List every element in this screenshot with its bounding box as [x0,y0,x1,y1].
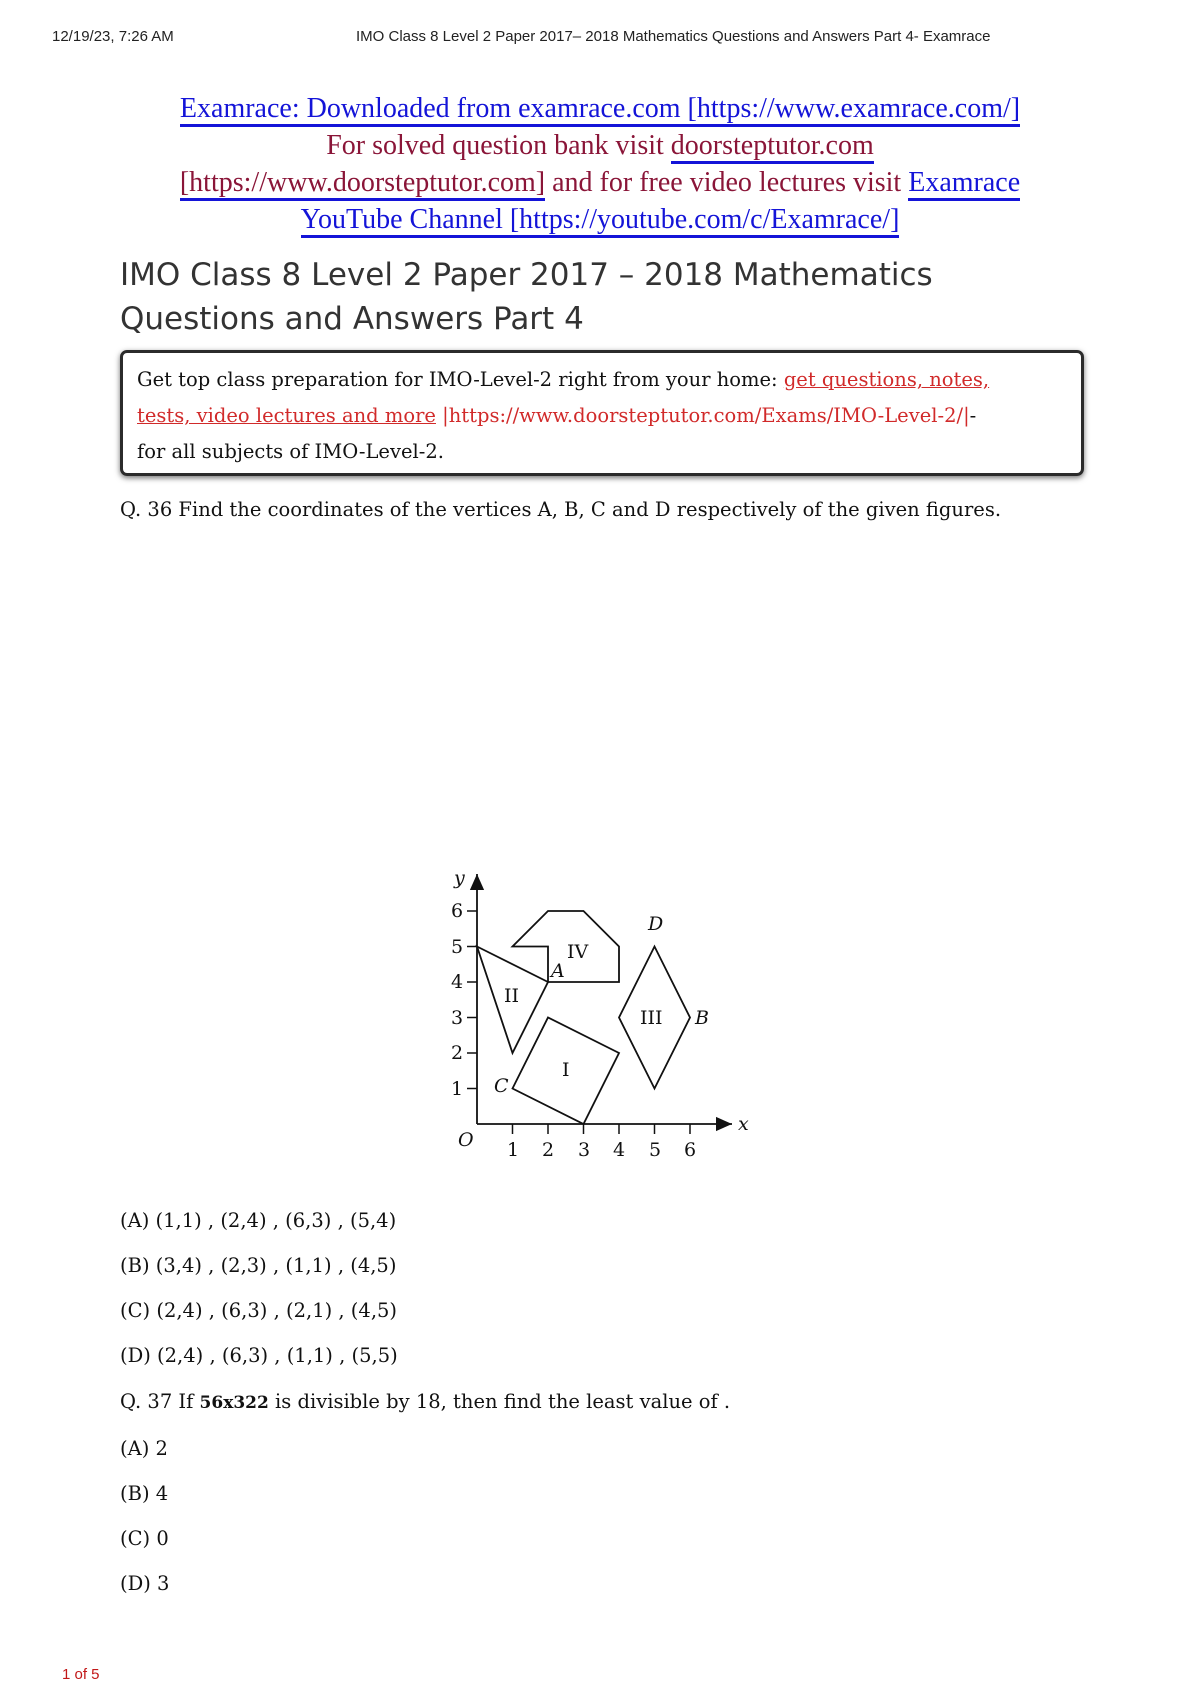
vertex-label-A: A [551,960,565,982]
doorsteptutor-link[interactable]: doorsteptutor.com [671,130,874,164]
vertex-label-C: C [494,1075,509,1097]
shape-label-I: I [562,1059,570,1081]
x-tick-label: 3 [578,1139,591,1161]
promo-text: Get top class preparation for IMO-Level-2 right from your home: [137,368,784,391]
x-tick-label: 1 [507,1139,520,1161]
shape-label-IV: IV [567,941,589,963]
youtube-link-start[interactable]: Examrace [908,167,1020,201]
q36-option-a: (A) (1,1) , (2,4) , (6,3) , (5,4) [120,1209,397,1232]
q36-option-d: (D) (2,4) , (6,3) , (1,1) , (5,5) [120,1344,398,1367]
promo-link-1[interactable]: get questions, notes, [783,368,990,391]
question-36: Q. 36 Find the coordinates of the vertices A, B, C and D respectively of the given figures. [120,498,1002,521]
x-tick-label: 4 [613,1139,626,1161]
x-tick-label: 2 [542,1139,555,1161]
promo-link-2[interactable]: tests, video lectures and more [137,404,436,427]
examrace-link[interactable]: Examrace: Downloaded from examrace.com [https://www.examrace.com/] [180,93,1020,127]
vertex-label-B: B [695,1007,709,1029]
x-axis-label: x [738,1113,749,1135]
doorsteptutor-url-link[interactable]: [https://www.doorsteptutor.com] [180,167,545,201]
promo-subjects: for all subjects of IMO-Level-2. [137,440,444,463]
youtube-channel-link[interactable]: YouTube Channel [https://youtube.com/c/Examrace/] [301,204,900,238]
promo-url[interactable]: |https://www.doorsteptutor.com/Exams/IMO-Level-2/| [435,404,970,427]
q36-option-b: (B) (3,4) , (2,3) , (1,1) , (4,5) [120,1254,397,1277]
print-header [0,28,1200,50]
y-tick-label: 5 [451,936,464,958]
y-tick-label: 4 [451,971,464,993]
y-tick-label: 3 [451,1007,464,1029]
y-tick-label: 1 [451,1078,464,1100]
vertex-label-D: D [648,913,664,935]
shape-label-II: II [504,985,520,1007]
q37-number: 56x322 [199,1393,269,1413]
promo-box [120,350,1084,476]
promo-dash: - [969,404,977,427]
print-title: IMO Class 8 Level 2 Paper 2017– 2018 Mathematics Questions and Answers Part 4- Examrace [356,28,991,45]
q37-trailing: . [717,1390,731,1413]
banner-text: For solved question bank visit [326,130,671,161]
origin-label: O [458,1129,474,1151]
q37-option-b: (B) 4 [120,1482,169,1505]
shape-label-III: III [640,1007,663,1029]
y-tick-label: 2 [451,1042,464,1064]
q37-prefix: Q. 37 If [120,1390,200,1413]
q37-option-c: (C) 0 [120,1527,169,1550]
print-date: 12/19/23, 7:26 AM [52,28,174,45]
source-banner [120,90,1080,238]
q36-option-c: (C) (2,4) , (6,3) , (2,1) , (4,5) [120,1299,398,1322]
x-tick-label: 5 [649,1139,662,1161]
q37-option-a: (A) 2 [120,1437,168,1460]
x-tick-label: 6 [684,1139,697,1161]
banner-text-2: and for free video lectures visit [545,167,909,198]
q37-suffix: is divisible by 18, then find the least value of [268,1390,718,1413]
q37-option-d: (D) 3 [120,1572,170,1595]
y-tick-label: 6 [451,900,464,922]
x-ticks [507,1124,696,1161]
y-axis-label: y [454,867,465,889]
page-counter: 1 of 5 [62,1666,100,1683]
y-ticks [451,900,477,1100]
coordinate-figure [440,862,760,1170]
question-37 [120,1390,730,1413]
page-title: IMO Class 8 Level 2 Paper 2017 – 2018 Mathematics Questions and Answers Part 4 [120,257,933,337]
